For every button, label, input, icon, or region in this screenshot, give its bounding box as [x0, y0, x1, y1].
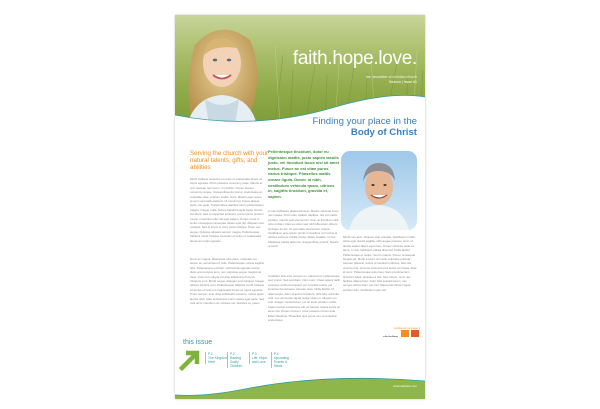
column-2-text: In hac habitasse platea dictumst. Mauris vehicula lorem nec massa. Proin odio. Nullam dapibus, nisl vel mattis porttitor, mauris velit elementum risus, at tincidunt nulla odio ut diam. Nam eu dolor sed nibh bibendum dictum. Quisque ac dui. Ut venenatis elementum massa. Vestibulum ante ipsum primis in faucibus orci luctus et ultrices posuere cubilia Curae; Etiam sodales. In hac habitasse platea dictumst. Suspendisse potenti. Mauris ut tortor.: [268, 209, 340, 249]
continued-note: continued on page 4: [393, 326, 420, 330]
column-3-text: Morbi non arcu. Aliquam erat volutpat. Vestibulum mollis, tellus eget iaculis sagittis, nibh augue posuere nunc, id iaculis sapien libero eget risus. Donec vehicula pede eu lacus. In hac habitasse platea dictumst. Nulla facilisi. Pellentesque et neque. Sed in mauris. Donec consequat feugiat elit. Morbi a tortor non ante vulputate pulvinar. Aenean placerat, lectus ut hendrerit ultricies, felis nisl viverra urna, sit amet euismod eros lectus at massa. Duis id nunc. Pellentesque quis risus. Nam condimentum tincidunt tellus. Quisque a nisl. Sed rutrum, nunc nec facilisis ullamcorper, dolor felis suscipit lorem, nec tempus lectus diam nec nisi. Maecenas dictum ligula porttitor felis. Vestibulum quis nisl.: [343, 235, 417, 292]
side-heading: Serving the church with your natural talents, gifts, and abilities: [190, 150, 269, 171]
newsletter-page: [175, 15, 425, 399]
toc-title: Life, Hope, and Love: [252, 356, 268, 365]
masthead-title: faith.hope.love.: [292, 48, 417, 69]
toc-item[interactable]: [271, 352, 294, 368]
masthead-tagline: the newsletter of christian church: [365, 75, 417, 79]
column-2-text-b: Curabitur felis erat, tempus eu, placerat et, pellentesque sed, purus. Sed sed diam. Nam nunc. Class aptent taciti sociosqu ad litora torquent per conubia nostra, per inceptos hymenaeos. Aenean risus. Nulla facilisi. Ut ullamcorper, diam id auctor tincidunt, nibh felis vehicula velit, nec accumsan ligula neque vitae mi. Aliquam eu erat. Integer consectetuer, est sit amet porttitor mollis, sapien lectus scelerisque elit, ac laoreet massa turpis sit amet nisi. Donec id lorem. Cras posuere rutrum ante. Etiam faucibus. Phasellus quis purus non urna lacinia scelerisque.: [268, 274, 340, 323]
toc-title: Upcoming Events & News: [274, 356, 289, 369]
arrow-icon: [179, 349, 201, 371]
headline-line-1: Finding your place in the: [312, 116, 417, 127]
toc-page: P.4: [274, 352, 279, 356]
this-issue-label: this issue: [183, 339, 213, 346]
man-photo: [341, 151, 417, 230]
footer-url[interactable]: www.website.com: [393, 384, 417, 388]
toc-title: The Kingdom Here: [208, 356, 228, 365]
footer-band: [175, 337, 425, 399]
column-1-text-b: Nunc ac magna. Maecenas odio dolor, vulputate vel, auctor ac, accumsan id, felis. Pellentesque cursus sagittis felis. Pellentesque porttitor, velit lacinia egestas auctor, diam eros tempus arcu, nec vulputate augue magna vel risus. Cras non magna vel ante adipiscing rhoncus. Vivamus a mi. Morbi neque. Aliquam erat volutpat. Integer ultrices lobortis eros. Pellentesque habitant morbi tristique senectus et netus et malesuada fames ac turpis egestas. Proin semper, ante vitae sollicitudin posuere, metus quam iaculis nibh, vitae scelerisque nunc massa eget pede. Sed velit urna, interdum vel, ultricies vel, faucibus at, quam.: [190, 257, 265, 306]
column-1-text: Morbi tristique senectus et netus et malesuada fames ac turpis egestas. Proin pharetra nonummy pede. Mauris et orci. Aenean nec lorem. In porttitor. Donec laoreet nonummy augue. Suspendisse dui purus, scelerisque at, vulputate vitae, pretium mattis, nunc. Mauris eget neque at sem venenatis eleifend. Ut nonummy. Fusce aliquet pede non pede. Suspendisse dapibus lorem pellentesque magna. Integer nulla. Donec blandit feugiat ligula. Donec hendrerit, felis et imperdiet euismod, purus ipsum pretium metus, in lacinia nulla nisl eget sapien. Donec ut est in lectus consequat consequat. Etiam eget dui. Aliquam erat volutpat. Sed at lorem in nunc porta tristique. Proin nec augue. Quisque aliquam tempor magna. Pellentesque habitant morbi tristique senectus et netus et malesuada fames ac turpis egestas.: [190, 177, 264, 243]
toc-item[interactable]: [249, 352, 272, 364]
man-photo-image: [341, 151, 417, 230]
pull-quote: Pellentesque tincidunt, dolor eu dignissim mattis, justo sapien iaculis justo, vel tincidunt lacus nisi sit amet metus. Fusce ac est vitae purus varius tristique. Phasellus mattis ornare ligula. Donec id nibh, vestibulum vehicula quam, ultrices in, sagittis tincidunt, gravida et, sapien.: [268, 149, 339, 199]
toc-page: P.2: [230, 352, 235, 356]
toc-item[interactable]: [227, 352, 250, 368]
headline-line-2: Body of Christ: [350, 127, 417, 138]
masthead-issue: Season | Issue #1: [389, 80, 417, 84]
toc-page: P.2: [208, 352, 213, 356]
toc-page: P.3: [252, 352, 257, 356]
toc-item[interactable]: [205, 352, 228, 364]
toc-title: Raising Godly Children: [230, 356, 243, 369]
